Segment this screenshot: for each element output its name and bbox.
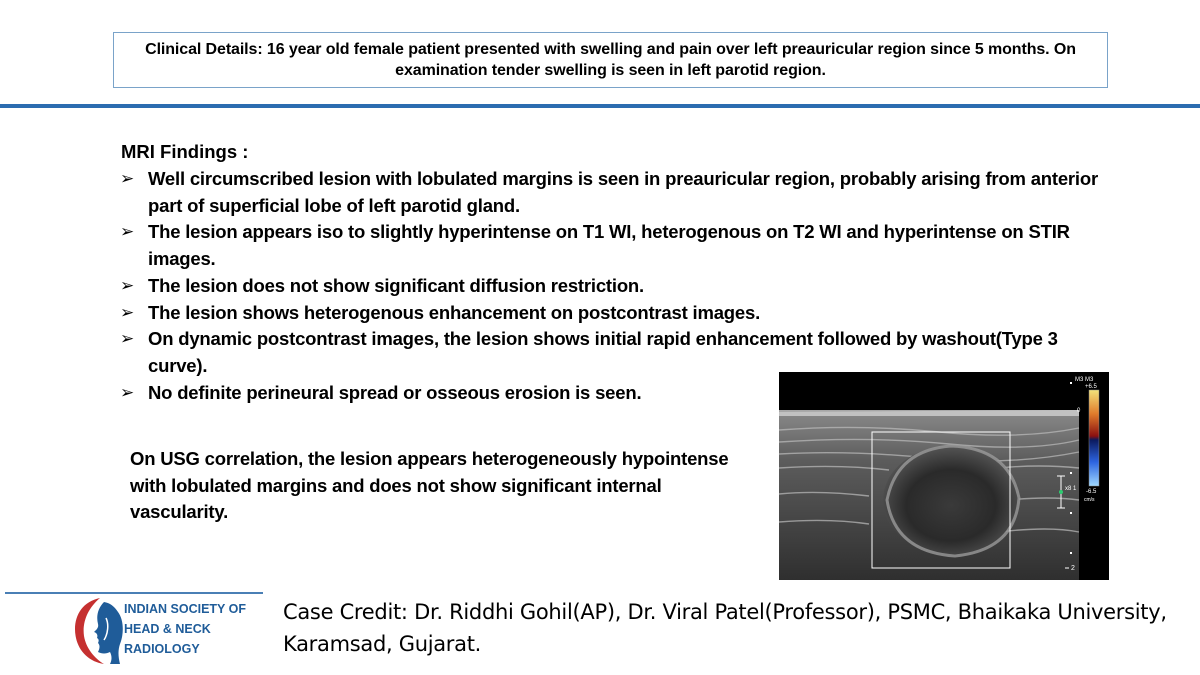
us-zero: 0 <box>1077 408 1081 414</box>
us-scale-max: +6.5 <box>1085 384 1097 390</box>
us-label-top: M3 M3 <box>1075 377 1094 383</box>
list-item: ➢ The lesion appears iso to slightly hyperintense on T1 WI, heterogenous on T2 WI and hyperintense on STIR images. <box>120 221 1070 270</box>
list-item: ➢ The lesion shows heterogenous enhancement on postcontrast images. <box>120 300 1105 327</box>
us-scale-min: -6.5 <box>1086 489 1097 495</box>
us-x-label: x8 1 <box>1065 486 1077 492</box>
arrow-bullet-icon: ➢ <box>120 169 135 189</box>
header-divider <box>0 104 1200 108</box>
us-depth: 2 <box>1071 565 1075 572</box>
usg-correlation-text: On USG correlation, the lesion appears heterogeneously hypointense with lobulated margins and does not show significant internal vascularity. <box>130 448 729 522</box>
arrow-bullet-icon: ➢ <box>120 222 135 243</box>
logo-text <box>124 599 264 659</box>
list-item: ➢ On dynamic postcontrast images, the lesion shows initial rapid enhancement followed by washout(Type 3 curve). <box>120 328 1058 376</box>
mri-findings-title: MRI Findings : <box>121 141 249 162</box>
case-credit-text: Case Credit: Dr. Riddhi Gohil(AP), Dr. Viral Patel(Professor), PSMC, Bhaikaka University, Karamsad, Gujarat. <box>283 600 1167 656</box>
arrow-bullet-icon: ➢ <box>120 275 135 296</box>
list-item: ➢ Well circumscribed lesion with lobulated margins is seen in preauricular region, probably arising from anterior part of superficial lobe of left parotid gland. <box>120 168 1098 216</box>
ultrasound-image <box>779 372 1109 580</box>
clinical-details-box <box>113 32 1108 88</box>
logo-line-2: HEAD & NECK <box>124 622 211 636</box>
list-item: ➢ The lesion does not show significant diffusion restriction. <box>120 273 1105 300</box>
mri-findings-list <box>120 166 1105 406</box>
head-profile-icon <box>70 594 130 666</box>
ultrasound-scan-graphic <box>779 372 1109 580</box>
clinical-details-text: Clinical Details: 16 year old female patient presented with swelling and pain over left preauricular region since 5 months. On examination tender swelling is seen in left parotid region. <box>145 41 1076 79</box>
arrow-bullet-icon: ➢ <box>120 329 135 350</box>
logo-line-1: INDIAN SOCIETY OF <box>124 602 247 616</box>
arrow-bullet-icon: ➢ <box>120 302 135 323</box>
list-item: ➢ No definite perineural spread or osseous erosion is seen. <box>120 380 1105 407</box>
logo-line-3: RADIOLOGY <box>124 642 200 656</box>
arrow-bullet-icon: ➢ <box>120 382 135 403</box>
us-scale-unit: cm/s <box>1084 497 1095 503</box>
